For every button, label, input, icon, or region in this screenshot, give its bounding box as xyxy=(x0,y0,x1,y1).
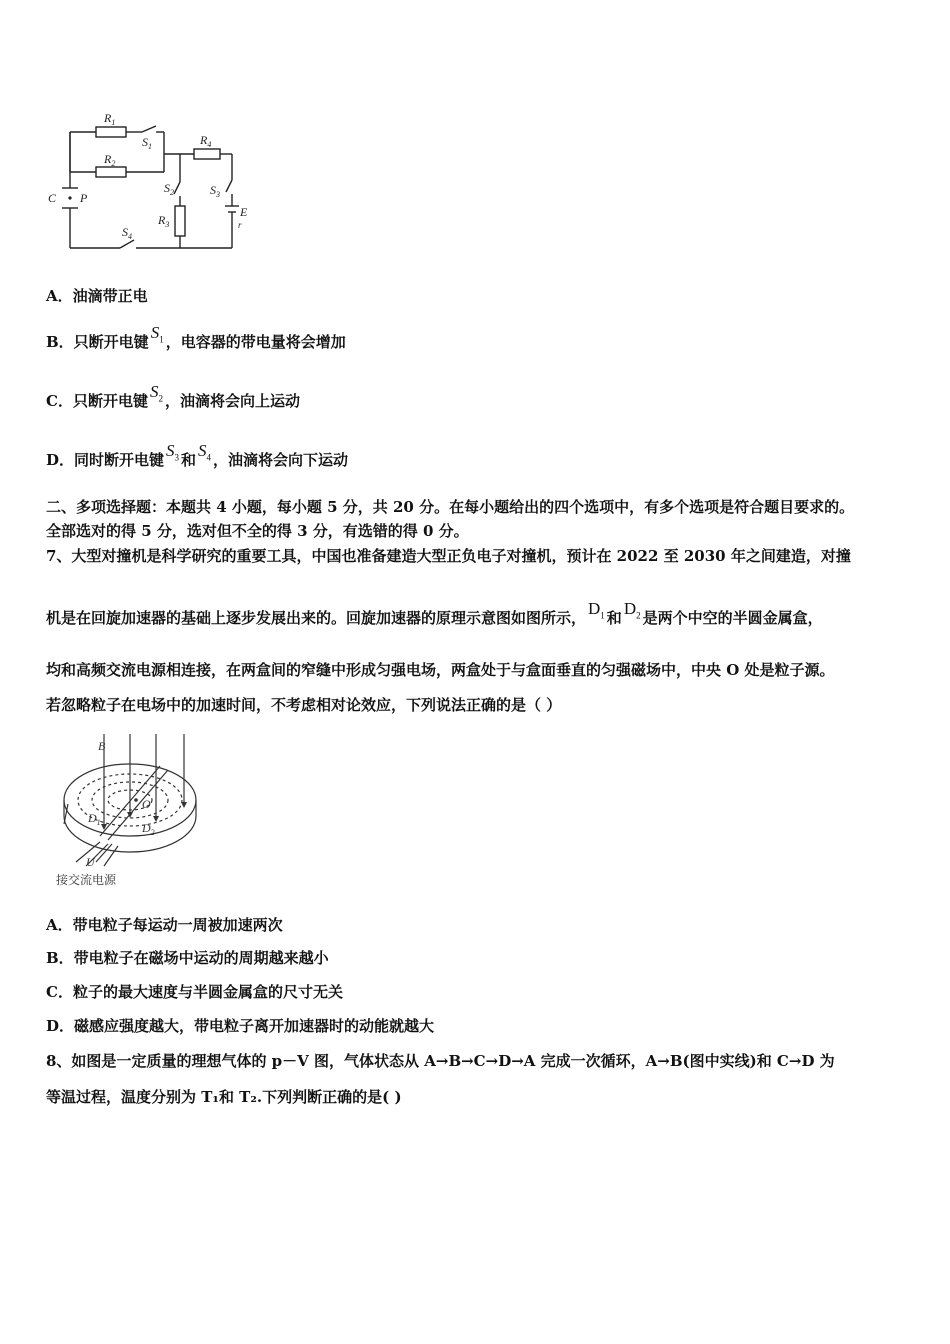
svg-text:R1: $R_1$ xyxy=(104,111,116,127)
svg-text:R3: $R_3$ xyxy=(158,213,170,229)
svg-text:r: r xyxy=(238,220,242,230)
q7-option-a: A．带电粒子每运动一周被加速两次 xyxy=(46,916,283,934)
section2-line2: 全部选对的得 5 分，选对但不全的得 3 分，有选错的得 0 分。 xyxy=(46,522,469,540)
q6-option-c: C．只断开电键 $S_2$ ，油滴将会向上运动 xyxy=(46,382,300,410)
svg-text:S4: $S_4$ xyxy=(122,225,132,241)
section2-line1: 二、多项选择题：本题共 4 小题，每小题 5 分，共 20 分。在每小题给出的四个选项中，有多个选项是符合题目要求的。 xyxy=(46,498,855,516)
cyclotron-diagram xyxy=(46,732,216,892)
q7-line2: 机是在回旋加速器的基础上逐步发展出来的。回旋加速器的原理示意图如图所示， $D_1$ 和 $D_2$ 是两个中空的半圆金属盒， xyxy=(46,599,823,627)
q6-option-b: B．只断开电键 $S_1$ ，电容器的带电量将会增加 xyxy=(46,323,346,351)
q7-option-c: C．粒子的最大速度与半圆金属盒的尺寸无关 xyxy=(46,983,343,1001)
svg-text:E: E xyxy=(240,205,248,219)
q6-option-a: A．油滴带正电 xyxy=(46,287,148,305)
cyclotron-caption: 接交流电源 xyxy=(56,873,117,887)
label-r1: R xyxy=(104,111,112,125)
svg-text:D1: $D_1$ xyxy=(88,811,101,827)
svg-text:U: U xyxy=(86,855,95,869)
q8-line1: 8、如图是一定质量的理想气体的 p－V 图，气体状态从 A→B→C→D→A 完成一次循环，A→B(图中实线)和 C→D 为 xyxy=(46,1052,835,1070)
svg-text:B: B xyxy=(98,739,106,753)
svg-text:S2: $S_2$ xyxy=(164,181,174,197)
q7-line1: 7、大型对撞机是科学研究的重要工具，中国也准备建造大型正负电子对撞机，预计在 2022 至 2030 年之间建造，对撞 xyxy=(46,547,851,565)
svg-text:S1: $S_1$ xyxy=(142,135,152,151)
svg-text:O: O xyxy=(142,797,151,811)
svg-text:D2: $D_2$ xyxy=(142,821,155,837)
svg-text:R4: $R_4$ xyxy=(200,133,212,149)
q6-option-d: D．同时断开电键 $S_3$ 和 $S_4$ ，油滴将会向下运动 xyxy=(46,441,349,469)
svg-text:S3: $S_3$ xyxy=(210,183,220,199)
q7-option-d: D．磁感应强度越大，带电粒子离开加速器时的动能就越大 xyxy=(46,1017,435,1035)
q8-line2: 等温过程，温度分别为 T₁和 T₂.下列判断正确的是( ) xyxy=(46,1088,402,1106)
q7-option-b: B．带电粒子在磁场中运动的周期越来越小 xyxy=(46,949,329,967)
q7-line4: 若忽略粒子在电场中的加速时间，不考虑相对论效应，下列说法正确的是（ ） xyxy=(46,696,562,714)
circuit-diagram xyxy=(44,106,264,256)
svg-text:R2: $R_2$ xyxy=(104,152,116,168)
q7-line3: 均和高频交流电源相连接，在两盒间的窄缝中形成匀强电场，两盒处于与盒面垂直的匀强磁场中，中央 O 处是粒子源。 xyxy=(46,661,835,679)
svg-text:C: C xyxy=(48,191,57,205)
svg-text:P: P xyxy=(80,191,88,205)
